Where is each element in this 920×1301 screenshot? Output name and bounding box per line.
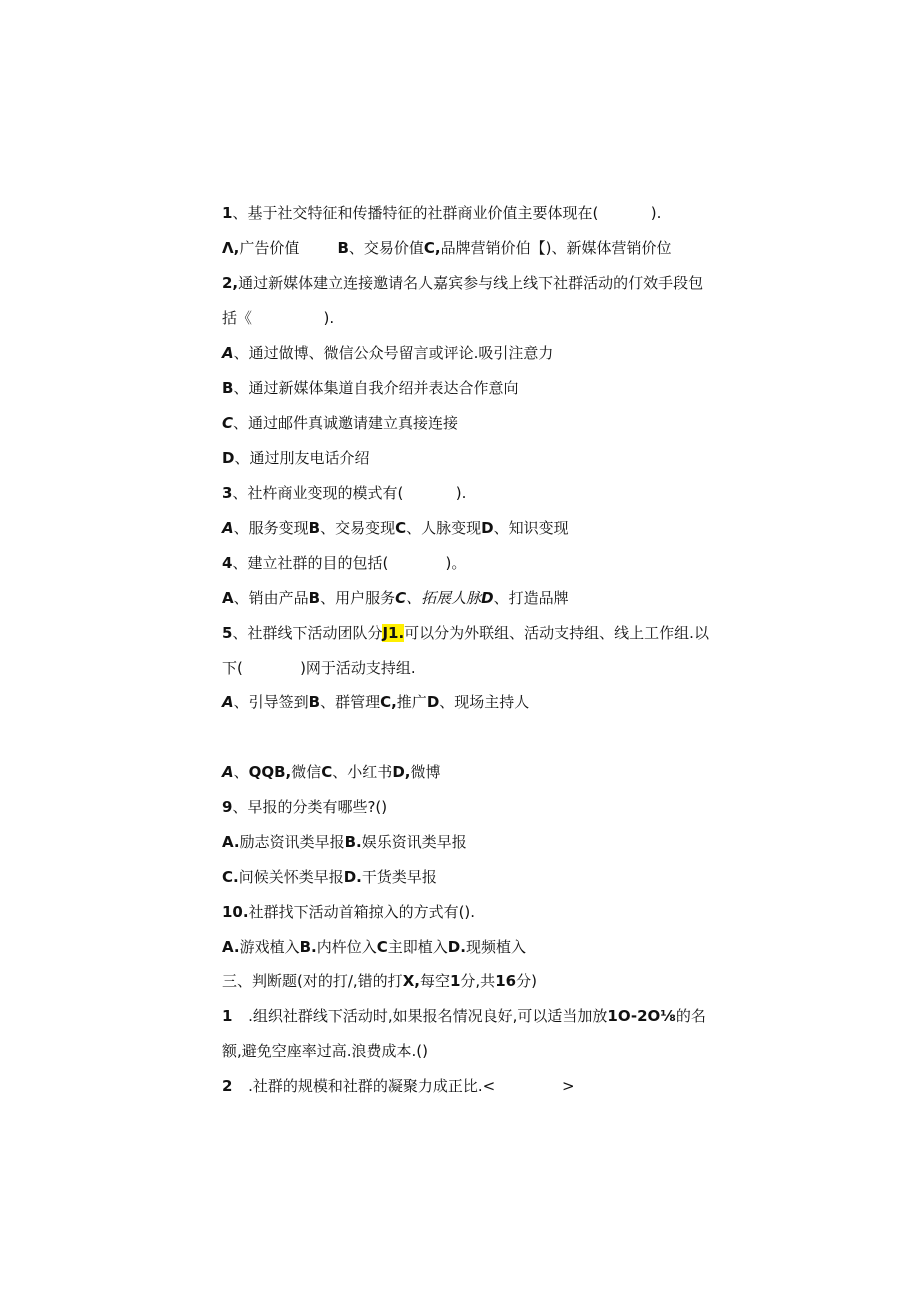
question-text: .组织社群线下活动时,如果报名情况良好,可以适当加放 bbox=[248, 1007, 608, 1025]
option-text: 、知识变现 bbox=[493, 519, 569, 537]
option-label: D bbox=[426, 693, 440, 711]
section-mark: X, bbox=[402, 972, 420, 990]
highlighted-text: J1. bbox=[382, 624, 405, 642]
option-label: C bbox=[222, 414, 234, 432]
option-text: 游戏植入 bbox=[239, 938, 300, 956]
option-label: B. bbox=[344, 833, 362, 851]
option-text: 、通过刖友电话介绍 bbox=[234, 449, 370, 467]
option-label: A bbox=[222, 589, 234, 607]
judgment-1-continued bbox=[222, 1041, 742, 1061]
option-text: 、引导签到 bbox=[233, 693, 309, 711]
question-number: 4 bbox=[222, 554, 233, 572]
question-text: 社群找下活动首箱掠入的方式有(). bbox=[248, 903, 476, 921]
question-3-options bbox=[222, 518, 742, 538]
question-2-continued bbox=[222, 308, 742, 328]
question-9 bbox=[222, 797, 742, 817]
option-text: 、拓展人脉 bbox=[406, 589, 482, 607]
judgment-1 bbox=[222, 1006, 742, 1026]
option-label: D bbox=[222, 449, 235, 467]
option-label: D bbox=[481, 519, 494, 537]
question-text: 下( )网于活动支持组. bbox=[222, 659, 416, 677]
question-4-options bbox=[222, 588, 742, 608]
question-text: .社群的规模和社群的凝聚力成正比.< > bbox=[248, 1077, 575, 1095]
question-1 bbox=[222, 203, 742, 223]
option-text: 、交易价值 bbox=[348, 239, 424, 257]
option-text: 内杵位入 bbox=[316, 938, 377, 956]
option-text: 、用户服务 bbox=[320, 589, 396, 607]
option-label: B bbox=[308, 693, 321, 711]
option-text: 、通过做博、微信公众号留言或评论.吸引注意力 bbox=[233, 344, 554, 362]
option-text: 、打造品牌 bbox=[493, 589, 569, 607]
question-4 bbox=[222, 553, 742, 573]
option-text: 现频植入 bbox=[465, 938, 526, 956]
option-text: 微博 bbox=[410, 763, 441, 781]
option-text: 、交易变现 bbox=[320, 519, 396, 537]
option-label: A bbox=[222, 693, 234, 711]
option-label: C. bbox=[222, 868, 239, 886]
question-text: 可以分为外联组、活动支持组、线上工作组.以 bbox=[404, 624, 709, 642]
option-label: B bbox=[222, 379, 234, 397]
question-9-options-ab bbox=[222, 832, 742, 852]
option-label: D bbox=[481, 589, 494, 607]
question-text: 、早报的分类有哪些?() bbox=[232, 798, 388, 816]
option-label: A bbox=[222, 344, 234, 362]
question-text: 、基于社交特征和传播特征的社群商业价值主要体现在( ). bbox=[232, 204, 662, 222]
question-10-options bbox=[222, 937, 742, 957]
question-text: 、建立社群的目的包括( )。 bbox=[232, 554, 467, 572]
option-text: 、服务变现 bbox=[233, 519, 309, 537]
option-text: 、通过新媒体集道自我介绍并表达合作意向 bbox=[233, 379, 519, 397]
option-text: 励志资讯类早报 bbox=[239, 833, 345, 851]
option-label: C, bbox=[423, 239, 441, 257]
option-text: 、现场主持人 bbox=[439, 693, 530, 711]
question-number: 10. bbox=[222, 903, 249, 921]
option-label: D, bbox=[392, 763, 411, 781]
option-label: D. bbox=[343, 868, 362, 886]
option-text: 品牌营销价伯【)、新媒体营销价位 bbox=[440, 239, 672, 257]
option-text: 问候关怀类早报 bbox=[238, 868, 344, 886]
option-text: 推广 bbox=[396, 693, 427, 711]
question-text: 通过新媒体建立连接邀请名人嘉宾参与线上线下社群活动的仃效手段包 bbox=[238, 274, 704, 292]
question-2 bbox=[222, 273, 742, 293]
question-number: 1 bbox=[222, 204, 233, 222]
option-text: 、销由产品 bbox=[233, 589, 309, 607]
option-label: B. bbox=[299, 938, 317, 956]
option-text: 、群管理 bbox=[320, 693, 381, 711]
option-text: 微信 bbox=[291, 763, 322, 781]
question-number: 9 bbox=[222, 798, 233, 816]
question-text: 的名 bbox=[675, 1007, 706, 1025]
platform-options bbox=[222, 762, 742, 782]
option-label: B bbox=[308, 519, 321, 537]
question-number: 1 bbox=[222, 1007, 249, 1025]
question-5 bbox=[222, 623, 742, 643]
question-figure: 1O-2O⅛ bbox=[607, 1007, 676, 1025]
question-text: 括《 ). bbox=[222, 309, 335, 327]
section-heading bbox=[222, 971, 742, 991]
option-label: A. bbox=[222, 833, 240, 851]
section-text: 分) bbox=[516, 972, 537, 990]
option-text: 娱乐资讯类早报 bbox=[361, 833, 467, 851]
question-text: 额,避免空座率过高.浪费成本.() bbox=[222, 1042, 429, 1060]
section-text: 每空 bbox=[419, 972, 450, 990]
option-label: D. bbox=[447, 938, 466, 956]
option-label: C bbox=[321, 763, 333, 781]
option-text: 、 bbox=[233, 763, 249, 781]
option-text: 主即植入 bbox=[387, 938, 448, 956]
question-5-continued bbox=[222, 658, 742, 678]
option-text: 、通过邮件真诚邀请建立真接连接 bbox=[233, 414, 459, 432]
question-2-option-b bbox=[222, 378, 742, 398]
question-10 bbox=[222, 902, 742, 922]
option-text: 、人脉变现 bbox=[406, 519, 482, 537]
option-label: C, bbox=[380, 693, 397, 711]
question-number: 3 bbox=[222, 484, 233, 502]
question-number: 5 bbox=[222, 624, 233, 642]
question-number: 2 bbox=[222, 1077, 249, 1095]
option-text: 干货类早报 bbox=[361, 868, 437, 886]
question-text: 、社群线下活动团队分 bbox=[232, 624, 383, 642]
question-2-option-d bbox=[222, 448, 742, 468]
option-label: A bbox=[222, 519, 234, 537]
section-score: 16 bbox=[495, 972, 517, 990]
option-text: 、小红书 bbox=[332, 763, 393, 781]
option-label: A. bbox=[222, 938, 240, 956]
option-label: QQB, bbox=[248, 763, 292, 781]
judgment-2 bbox=[222, 1076, 742, 1096]
option-label: C bbox=[395, 589, 407, 607]
option-text: 广告价值 bbox=[239, 239, 338, 257]
option-label: C bbox=[395, 519, 407, 537]
option-label: Λ, bbox=[222, 239, 240, 257]
question-text: 、社杵商业变现的模式有( ). bbox=[232, 484, 467, 502]
question-number: 2, bbox=[222, 274, 239, 292]
section-score: 1 bbox=[449, 972, 461, 990]
question-3 bbox=[222, 483, 742, 503]
question-2-option-c bbox=[222, 413, 742, 433]
option-label: C bbox=[376, 938, 388, 956]
section-text: 分,共 bbox=[460, 972, 496, 990]
section-text: 三、判断题(对的打/,错的打 bbox=[222, 972, 403, 990]
question-2-option-a bbox=[222, 343, 742, 363]
question-1-options bbox=[222, 238, 742, 258]
question-5-options bbox=[222, 692, 742, 712]
option-label: B bbox=[337, 239, 349, 257]
option-label: A bbox=[222, 763, 234, 781]
question-9-options-cd bbox=[222, 867, 742, 887]
option-label: B bbox=[308, 589, 321, 607]
